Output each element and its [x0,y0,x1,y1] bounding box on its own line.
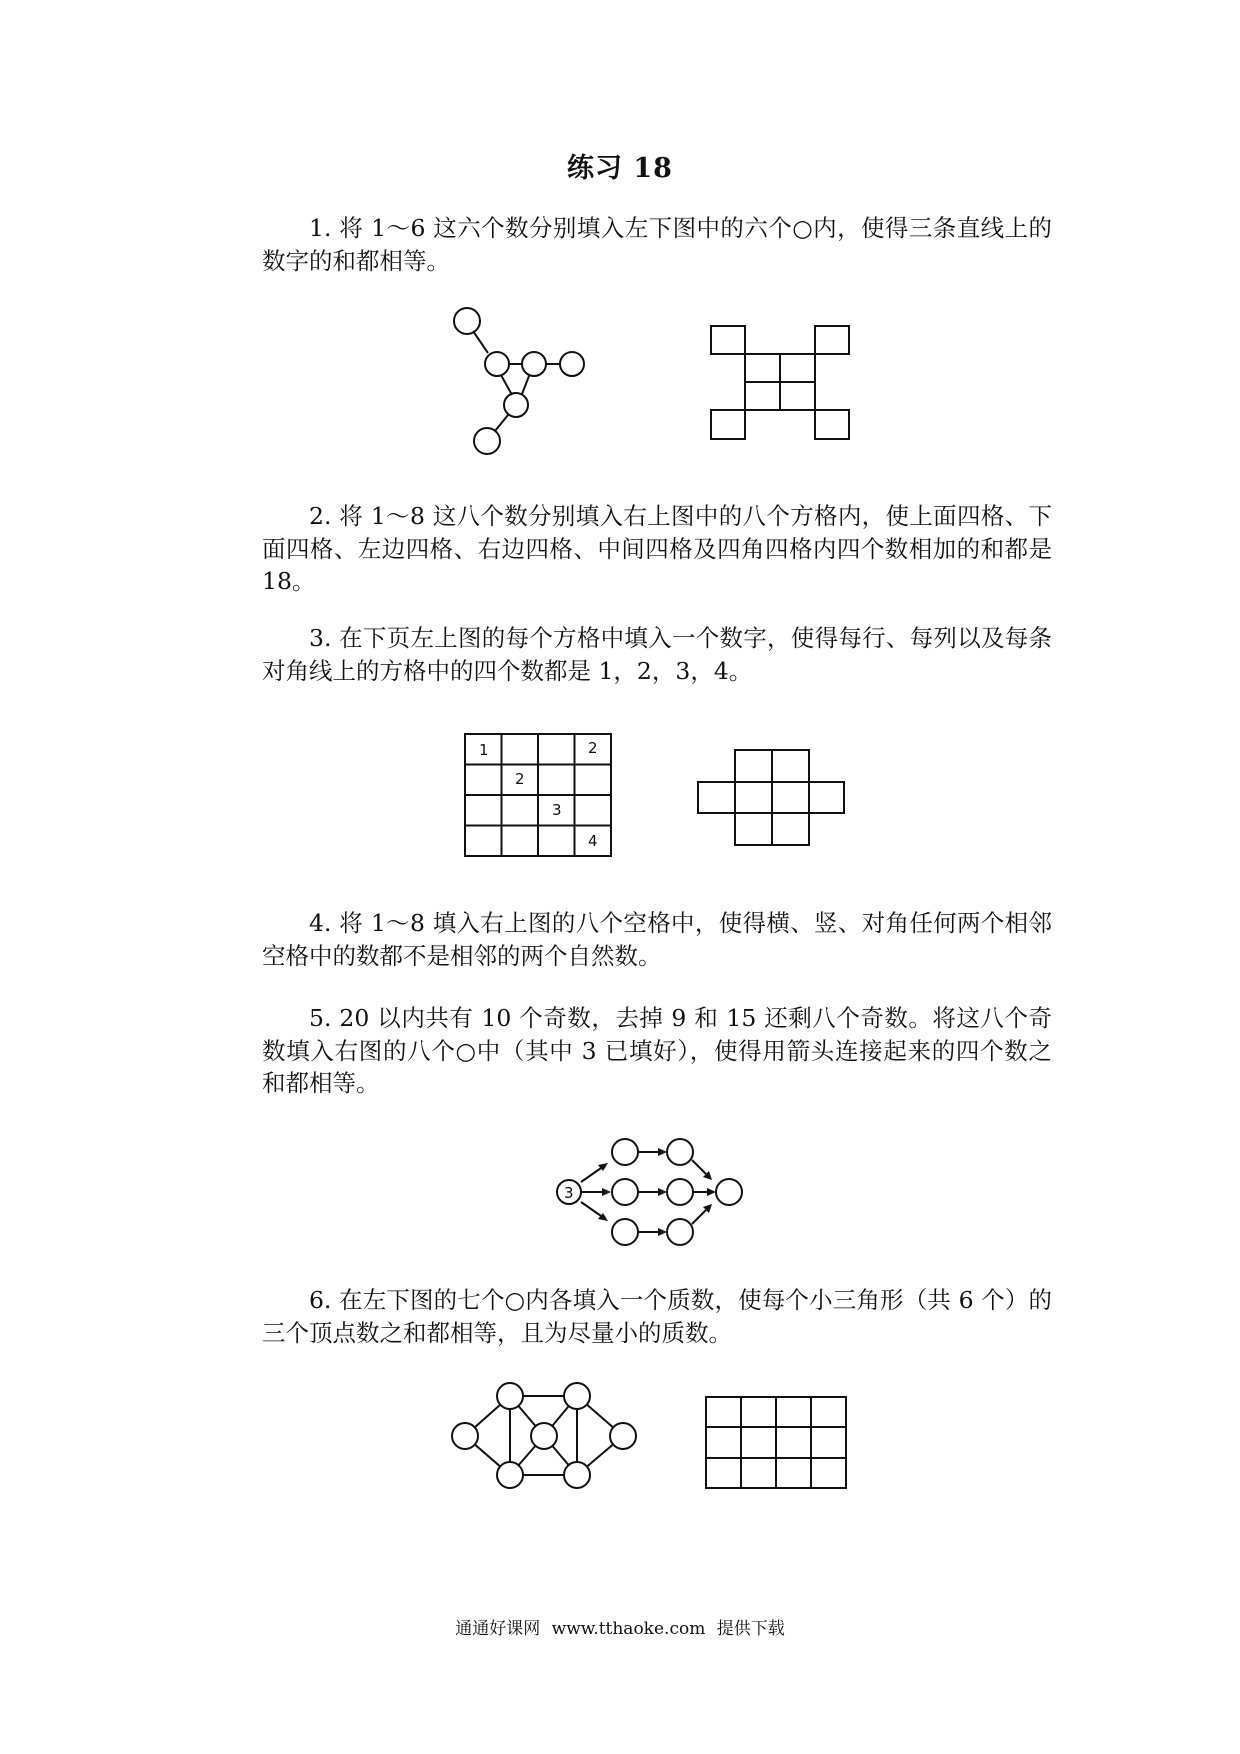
grid-given-number: 2 [588,739,598,757]
problem-5-text: 5. 20 以内共有 10 个奇数，去掉 9 和 15 还剩八个奇数。将这八个奇数填入右图的八个○中（其中 3 已填好），使得用箭头连接起来的四个数之和都相等。 [262,1004,1052,1097]
blank-square [735,813,772,845]
diagram-line [495,415,508,431]
seven-circle-triangle-network [448,1382,644,1494]
arrow [692,1210,706,1224]
blank-circle [504,393,528,417]
blank-square [745,382,780,410]
blank-square [780,382,815,410]
blank-square [711,326,745,354]
blank-circle [497,1383,523,1409]
blank-circle [531,1423,557,1449]
arrowhead [658,1148,667,1156]
eight-square-grid-diagram [710,325,854,441]
grid-given-number: 2 [515,770,525,788]
blank-square [815,410,849,439]
blank-circle [485,352,509,376]
blank-square [735,782,772,813]
blank-circle [716,1179,742,1205]
blank-square [772,750,809,782]
blank-square [772,782,809,813]
arrow-chain-diagram [552,1133,752,1249]
arrow [692,1160,706,1174]
blank-circle [474,428,500,454]
six-circle-line-diagram [440,310,620,470]
blank-square [772,813,809,845]
blank-circle [522,352,546,376]
problem-6-text: 6. 在左下图的七个○内各填入一个质数，使每个小三角形（共 6 个）的三个顶点数之和都相等，且为尽量小的质数。 [262,1286,1052,1347]
arrowhead [658,1188,667,1196]
start-circle-number: 3 [564,1184,574,1202]
blank-circle [454,308,480,334]
blank-square [815,326,849,354]
arrow [581,1202,604,1218]
blank-square [711,410,745,439]
blank-circle [667,1219,693,1245]
grid-given-number: 3 [552,801,562,819]
diagram-line [473,331,488,353]
blank-square [809,782,844,813]
grid-given-number: 1 [479,741,489,759]
problem-2-text: 2. 将 1～8 这八个数分别填入右上图中的八个方格内，使上面四格、下面四格、左边四格、右边四格、中间四格及四角四格内四个数相加的和都是 18。 [262,502,1052,595]
arrowhead [658,1228,667,1236]
blank-circle [610,1423,636,1449]
blank-square [745,354,780,382]
blank-circle [560,352,584,376]
blank-circle [612,1219,638,1245]
blank-circle [564,1462,590,1488]
blank-square [780,354,815,382]
cross-square-grid-diagram [697,749,847,847]
arrowhead [707,1188,716,1196]
blank-circle [612,1139,638,1165]
blank-grid-4x3 [705,1396,849,1490]
blank-square [698,782,735,813]
blank-circle [612,1179,638,1205]
blank-circle [667,1179,693,1205]
page-title: 练习 18 [567,153,673,184]
problem-1-text: 1. 将 1～6 这六个数分别填入左下图中的六个○内，使得三条直线上的数字的和都相等。 [262,214,1052,275]
blank-circle [564,1383,590,1409]
arrowhead [602,1188,611,1196]
blank-circle [497,1462,523,1488]
page-footer: 通通好课网 www.tthaoke.com 提供下载 [455,1619,785,1639]
diagram-line [501,375,512,395]
blank-circle [452,1423,478,1449]
problem-4-text: 4. 将 1～8 填入右上图的八个空格中，使得横、竖、对角任何两个相邻空格中的数都不是相邻的两个自然数。 [262,909,1052,970]
diagram-line [522,376,529,394]
arrow [581,1166,604,1182]
blank-circle [667,1139,693,1165]
latin-square-grid [464,733,614,859]
problem-3-text: 3. 在下页左上图的每个方格中填入一个数字，使得每行、每列以及每条对角线上的方格中的四个数都是 1，2，3，4。 [262,624,1052,685]
grid-given-number: 4 [588,832,598,850]
blank-square [735,750,772,782]
